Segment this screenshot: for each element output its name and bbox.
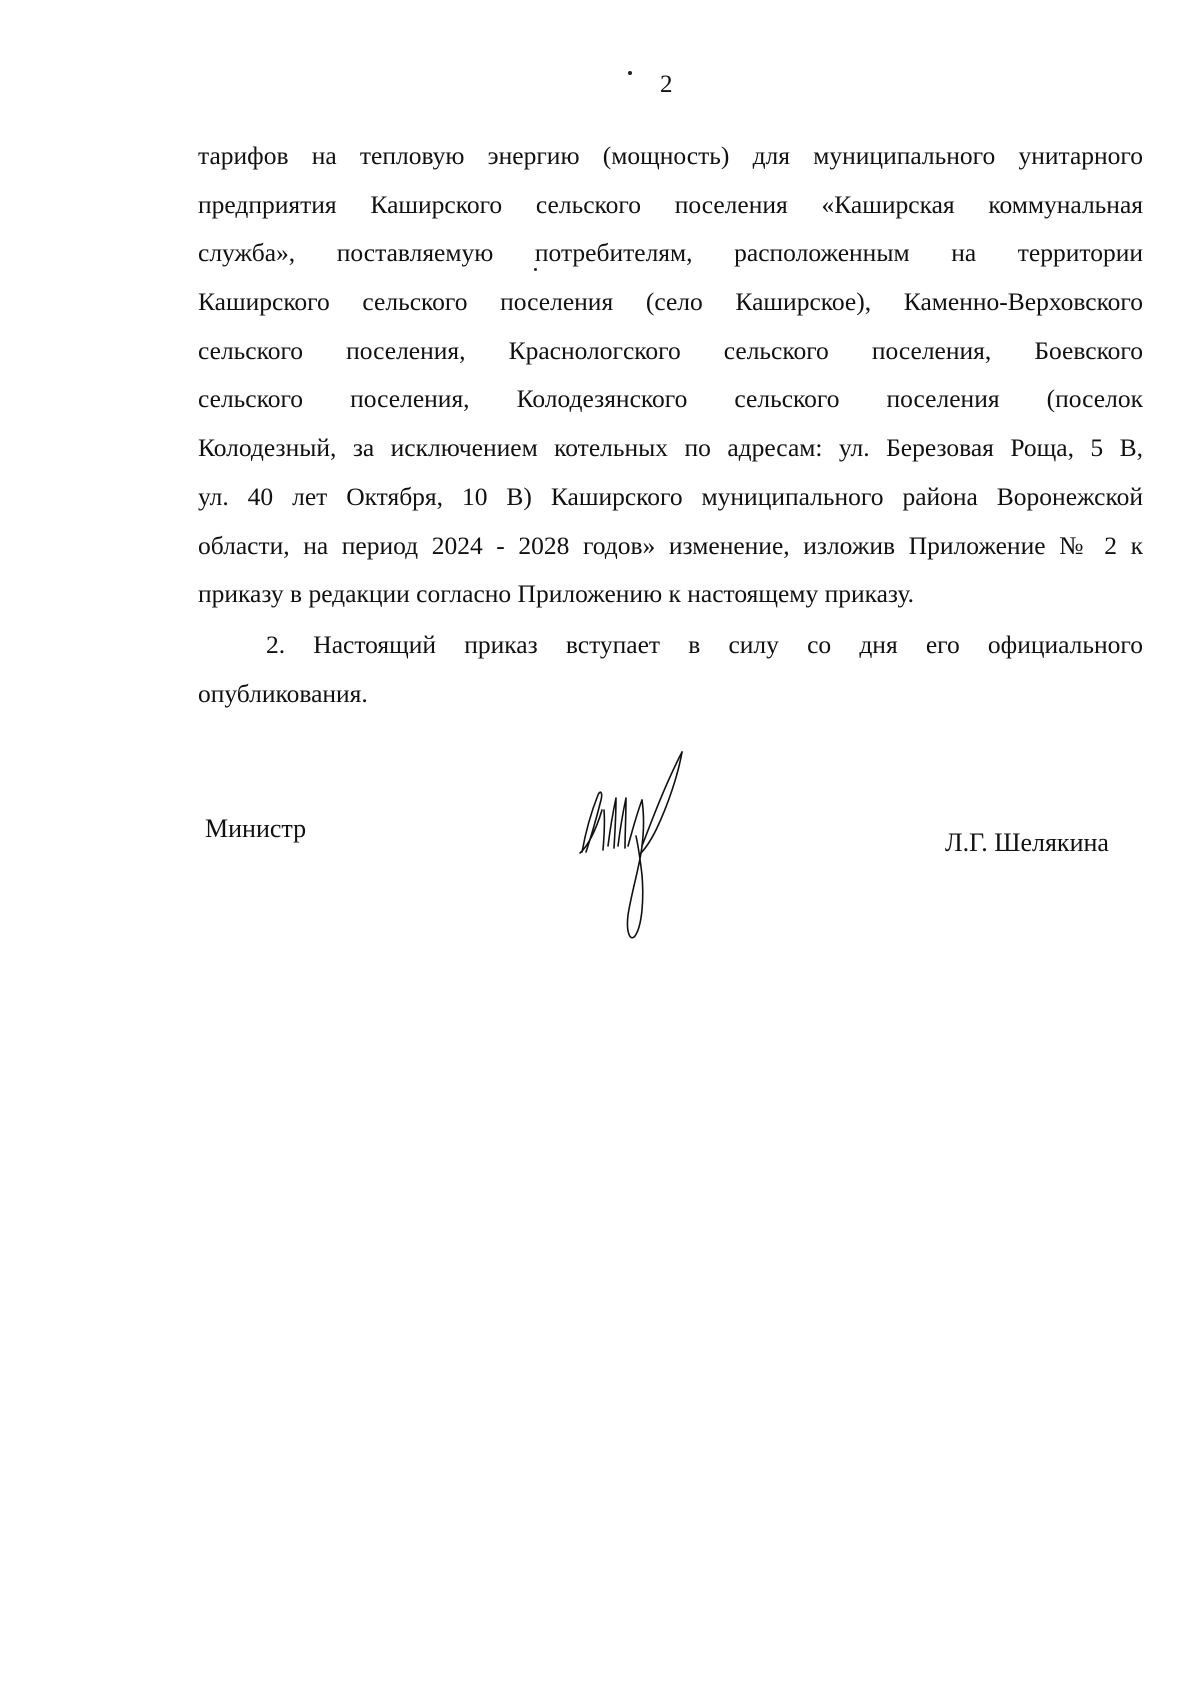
signatory-name: Л.Г. Шелякина: [945, 828, 1109, 857]
paragraph-2: [198, 621, 1143, 718]
handwritten-signature: [570, 750, 740, 950]
text-line: области, на период 2024 - 2028 годов» изменение, изложив Приложение № 2 к: [198, 530, 1143, 560]
page-number: 2: [660, 71, 673, 98]
text-line: Каширского сельского поселения (село Каширское), Каменно-Верховского: [198, 287, 1143, 317]
signatory-title: Министр: [205, 814, 307, 843]
text-line: Колодезный, за исключением котельных по адресам: ул. Березовая Роща, 5 В,: [198, 433, 1143, 463]
text-line: тарифов на тепловую энергию (мощность) для муниципального унитарного: [198, 141, 1143, 170]
text-line: предприятия Каширского сельского поселения «Каширская коммунальная: [198, 189, 1143, 219]
text-line: 2. Настоящий приказ вступает в силу со дня его официального: [266, 630, 1143, 659]
text-line: сельского поселения, Краснологского сельского поселения, Боевского: [198, 335, 1143, 365]
text-line: ул. 40 лет Октября, 10 В) Каширского муниципального района Воронежской: [198, 481, 1143, 511]
text-line: служба», поставляемую потребителям, расположенным на территории: [198, 238, 1143, 268]
text-line: опубликования.: [198, 678, 368, 708]
scan-speck: [628, 71, 632, 75]
paragraph-1: [198, 132, 1143, 619]
text-line: сельского поселения, Колодезянского сельского поселения (поселок: [198, 384, 1143, 414]
text-line: приказу в редакции согласно Приложению к настоящему приказу.: [198, 579, 915, 609]
